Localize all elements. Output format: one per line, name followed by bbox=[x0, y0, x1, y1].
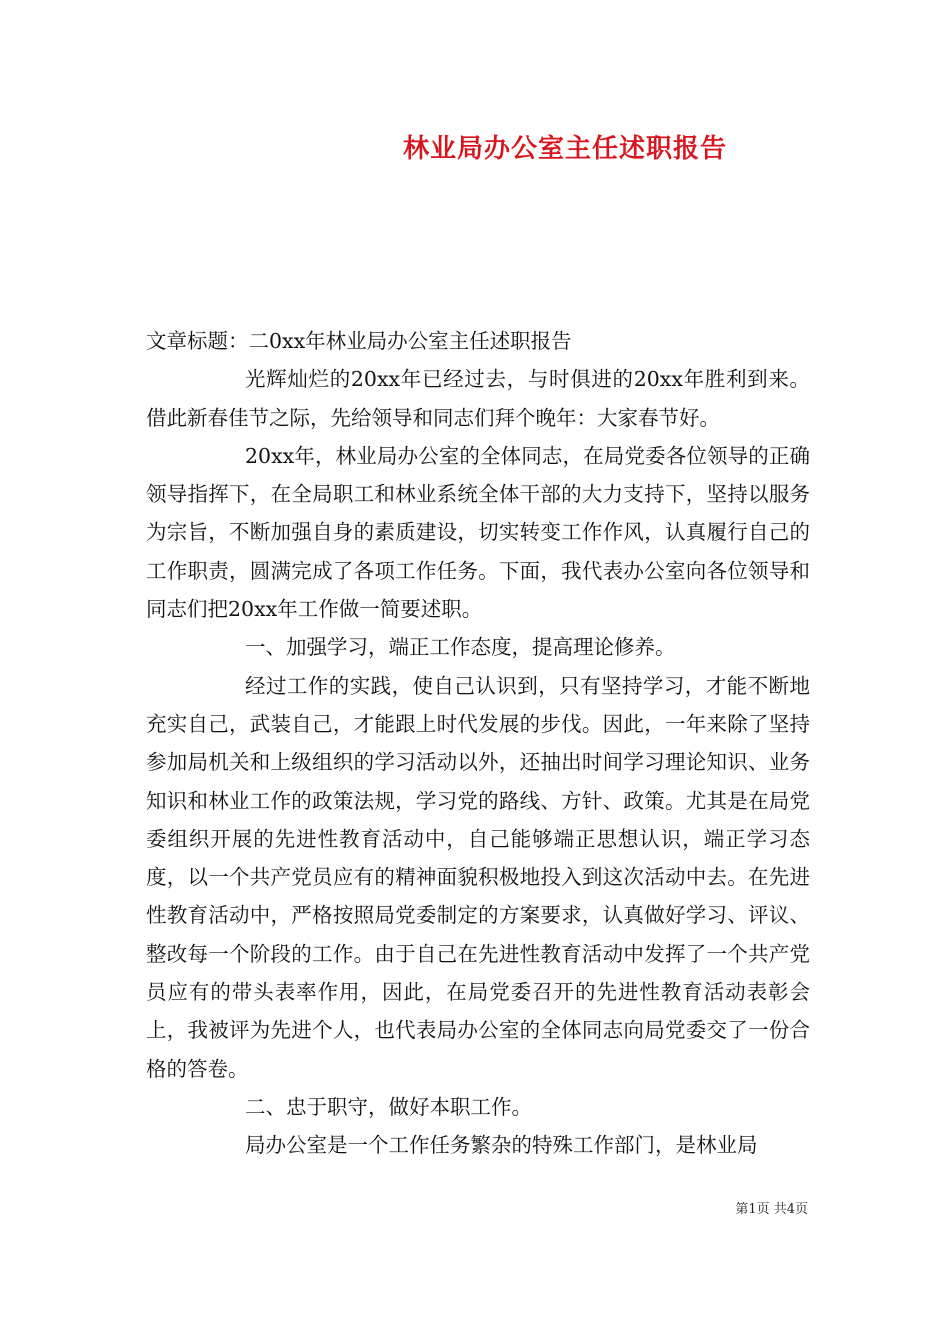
document-body bbox=[146, 322, 810, 1165]
document-title: 林业局办公室主任述职报告 bbox=[402, 134, 727, 164]
paragraph-intro: 20xx年，林业局办公室的全体同志，在局党委各位领导的正确领导指挥下，在全局职工和林业系统全体干部的大力支持下，坚持以服务为宗旨，不断加强自身的素质建设，切实转变工作作风，认真履行自己的工作职责，圆满完成了各项工作任务。下面，我代表办公室向各位领导和同志们把20xx年工作做一简要述职。 bbox=[146, 443, 810, 622]
paragraph-study: 经过工作的实践，使自己认识到，只有坚持学习，才能不断地充实自己，武装自己，才能跟上时代发展的步伐。因此，一年来除了坚持参加局机关和上级组织的学习活动以外，还抽出时间学习理论知识、业务知识和林业工作的政策法规，学习党的路线、方针、政策。尤其是在局党委组织开展的先进性教育活动中，自己能够端正思想认识，端正学习态度，以一个共产党员应有的精神面貌积极地投入到这次活动中去。在先进性教育活动中，严格按照局党委制定的方案要求，认真做好学习、评议、整改每一个阶段的工作。由于自己在先进性教育活动中发挥了一个共产党员应有的带头表率作用，因此，在局党委召开的先进性教育活动表彰会上，我被评为先进个人，也代表局办公室的全体同志向局党委交了一份合格的答卷。 bbox=[146, 673, 810, 1081]
paragraph-office: 局办公室是一个工作任务繁杂的特殊工作部门，是林业局 bbox=[245, 1133, 758, 1158]
page-footer: 第1页 共4页 bbox=[735, 1202, 808, 1217]
subject-line: 文章标题：二0xx年林业局办公室主任述职报告 bbox=[146, 329, 572, 353]
paragraph-greeting: 光辉灿烂的20xx年已经过去，与时俱进的20xx年胜利到来。借此新春佳节之际，先给领导和同志们拜个晚年：大家春节好。 bbox=[146, 367, 810, 430]
section-heading-1: 一、加强学习，端正工作态度，提高理论修养。 bbox=[245, 635, 676, 660]
section-heading-2: 二、忠于职守，做好本职工作。 bbox=[245, 1094, 532, 1119]
